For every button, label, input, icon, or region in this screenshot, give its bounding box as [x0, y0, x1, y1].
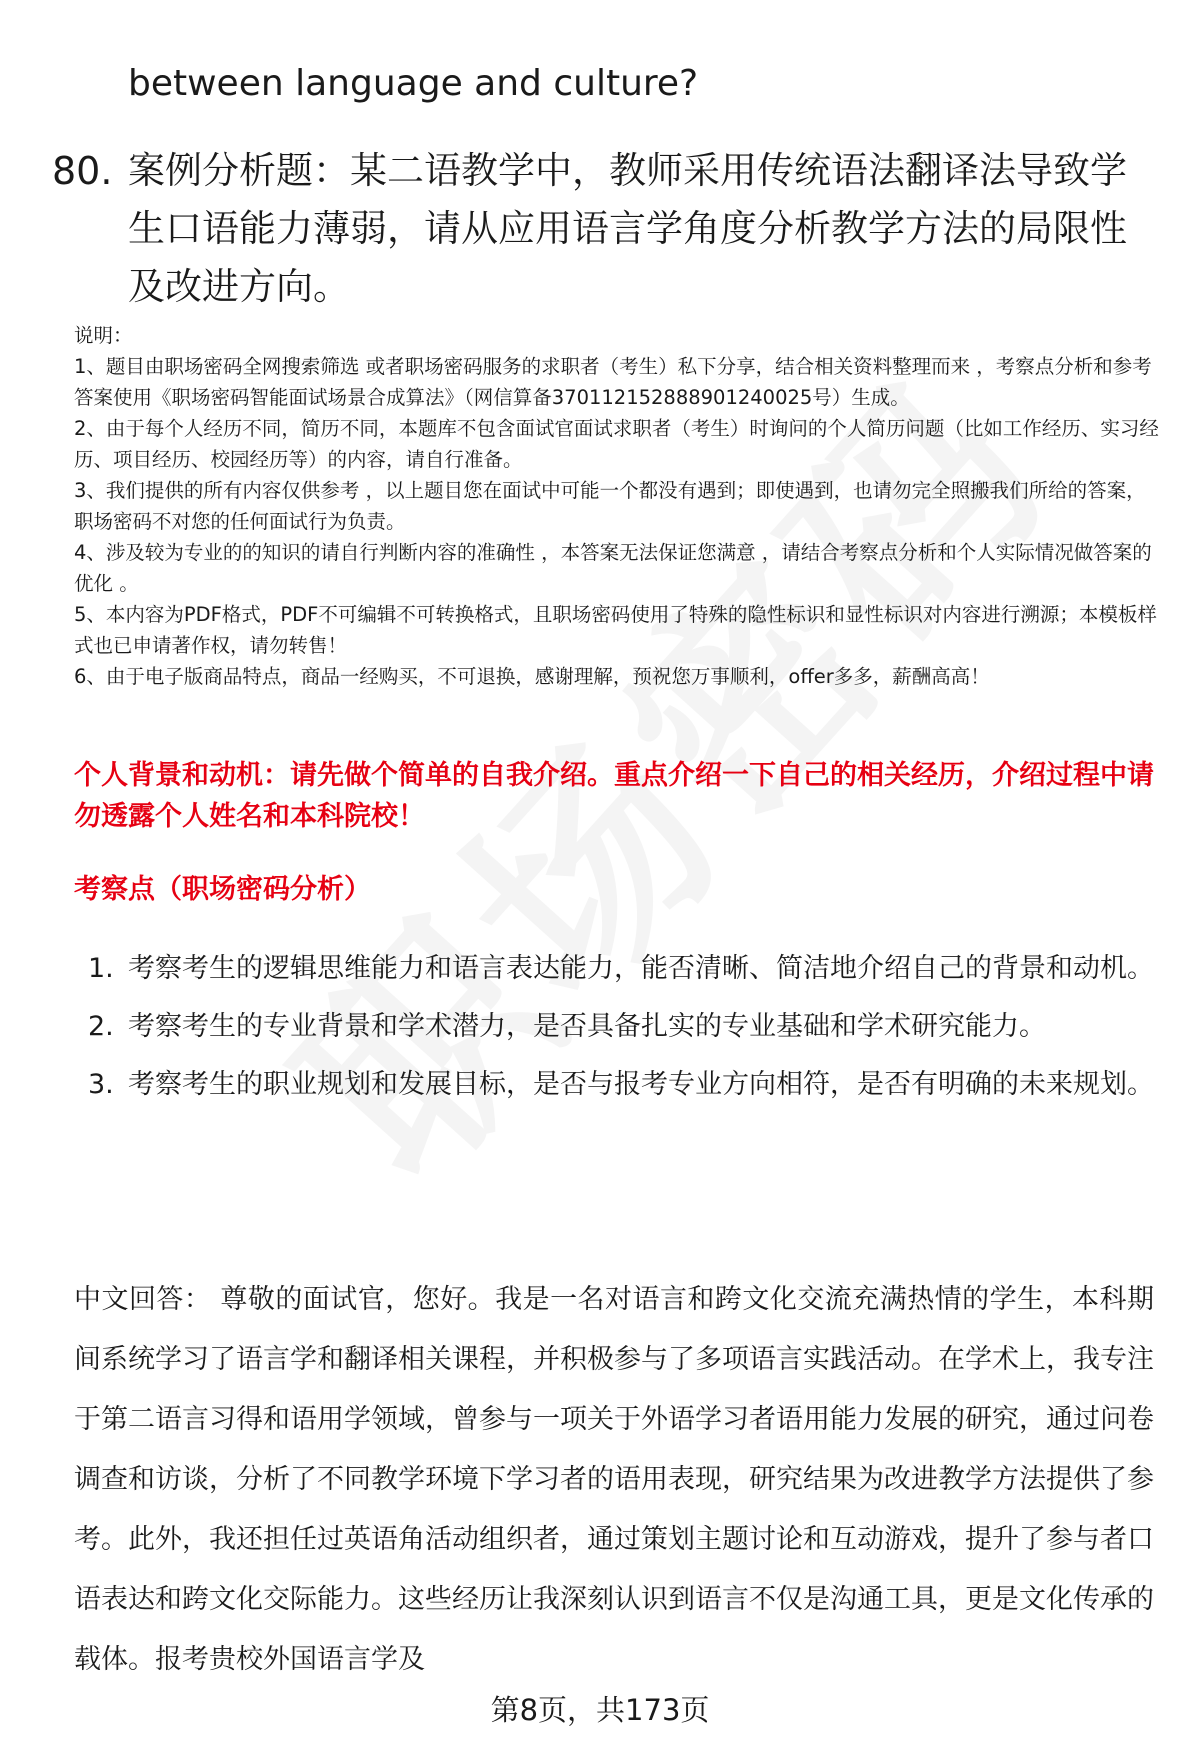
answer-text: 中文回答： 尊敬的面试官，您好。我是一名对语言和跨文化交流充满热情的学生，本科期间系统学习了语言学和翻译相关课程，并积极参与了多项语言实践活动。在学术上，我专注于第二语言习得和语用学领域，曾参与一项关于外语学习者语用能力发展的研究，通过问卷调查和访谈，分析了不同教学环境下学习者的语用表现，研究结果为改进教学方法提供了参考。此外，我还担任过英语角活动组织者，通过策划主题讨论和互动游戏，提升了参与者口语表达和跨文化交际能力。这些经历让我深刻认识到语言不仅是沟通工具，更是文化传承的载体。报考贵校外国语言学及 — [74, 1284, 1154, 1675]
point-text: 考察考生的职业规划和发展目标，是否与报考专业方向相符，是否有明确的未来规划。 — [128, 1069, 1154, 1100]
page-number: 第8页，共173页 — [490, 1693, 710, 1727]
point-number: 1. — [88, 953, 114, 984]
note-item: 2、由于每个人经历不同，简历不同，本题库不包含面试官面试求职者（考生）时询问的个人简历问题（比如工作经历、实习经历、项目经历、校园经历等）的内容，请自行准备。 — [74, 417, 1159, 471]
question-continuation: between language and culture? — [128, 63, 699, 104]
note-item: 4、涉及较为专业的的知识的请自行判断内容的准确性 ，本答案无法保证您满意 ，请结合考察点分析和个人实际情况做答案的优化 。 — [74, 541, 1152, 595]
kaocha-points — [74, 940, 1154, 1114]
question-80 — [52, 142, 1152, 316]
point-text: 考察考生的逻辑思维能力和语言表达能力，能否清晰、简洁地介绍自己的背景和动机。 — [128, 953, 1154, 984]
kaocha-point — [74, 940, 1154, 998]
point-number: 2. — [88, 1011, 114, 1042]
question-text: 案例分析题：某二语教学中，教师采用传统语法翻译法导致学生口语能力薄弱，请从应用语言学角度分析教学方法的局限性及改进方向。 — [128, 149, 1127, 308]
kaocha-point — [74, 1056, 1154, 1114]
question-number: 80. — [52, 149, 113, 193]
kaocha-title: 考察点（职场密码分析） — [74, 874, 371, 905]
note-item: 3、我们提供的所有内容仅供参考 ，以上题目您在面试中可能一个都没有遇到；即使遇到，也请勿完全照搬我们所给的答案，职场密码不对您的任何面试行为负责。 — [74, 479, 1146, 533]
note-item: 5、本内容为PDF格式，PDF不可编辑不可转换格式，且职场密码使用了特殊的隐性标识和显性标识对内容进行溯源；本模板样式也已申请著作权，请勿转售！ — [74, 603, 1157, 657]
point-number: 3. — [88, 1069, 114, 1100]
note-item: 1、题目由职场密码全网搜索筛选 或者职场密码服务的求职者（考生）私下分享，结合相关资料整理而来 ，考察点分析和参考答案使用《职场密码智能面试场景合成算法》（网信算备370112152888901240025号）生成。 — [74, 355, 1152, 409]
notes-heading: 说明： — [74, 324, 133, 347]
notes-section — [74, 320, 1164, 692]
kaocha-point — [74, 998, 1154, 1056]
point-text: 考察考生的专业背景和学术潜力，是否具备扎实的专业基础和学术研究能力。 — [128, 1011, 1046, 1042]
intro-question: 个人背景和动机：请先做个简单的自我介绍。重点介绍一下自己的相关经历，介绍过程中请勿透露个人姓名和本科院校！ — [74, 760, 1154, 832]
note-item: 6、由于电子版商品特点，商品一经购买，不可退换，感谢理解，预祝您万事顺利，offer多多，薪酬高高！ — [74, 665, 990, 688]
